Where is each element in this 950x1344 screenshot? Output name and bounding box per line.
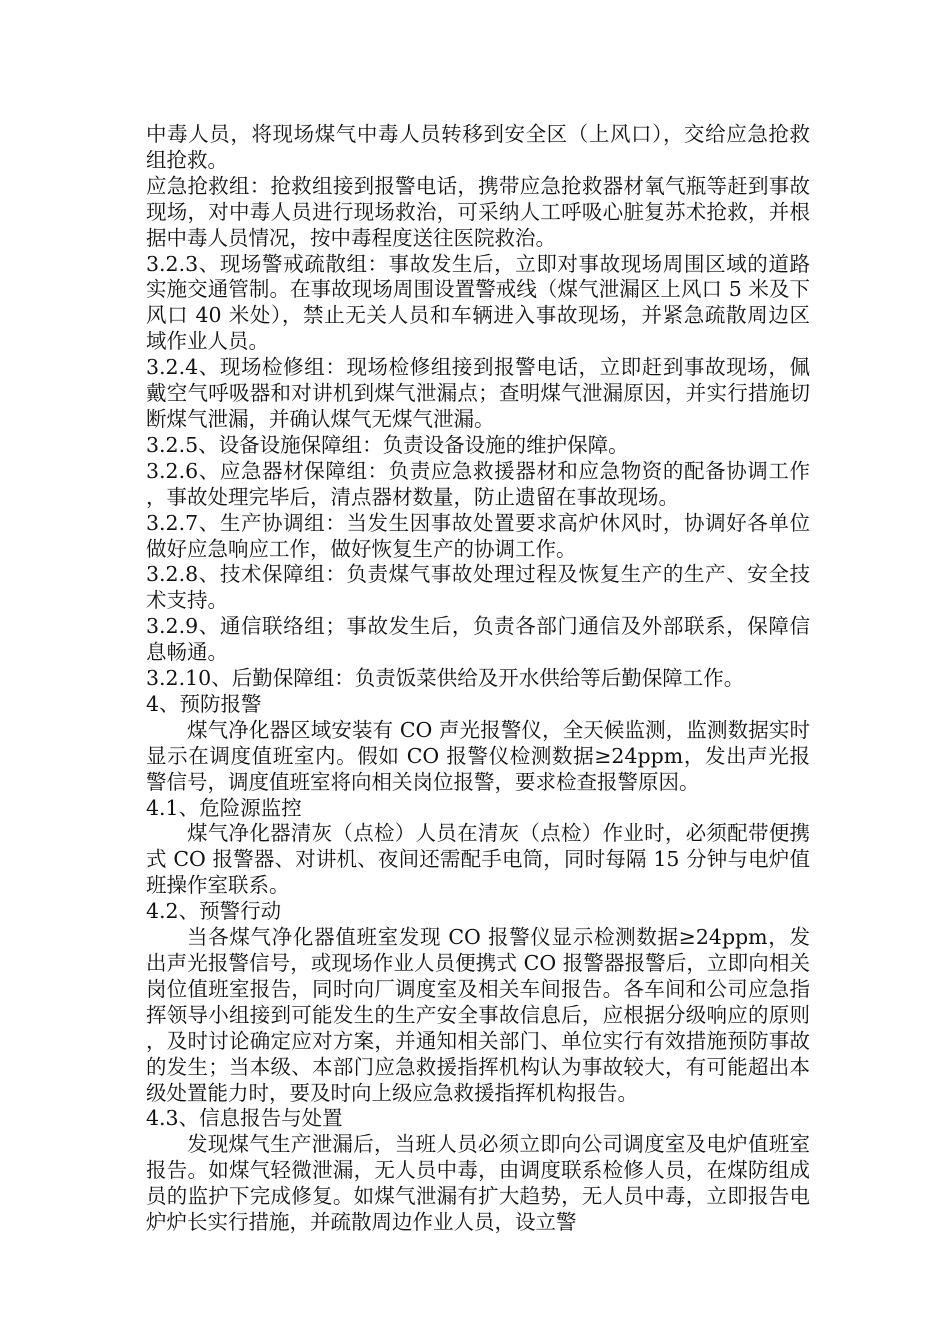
paragraph: 当各煤气净化器值班室发现 CO 报警仪显示检测数据≥24ppm，发出声光报警信号，或现场作业人员便携式 CO 报警器报警后，立即向相关岗位值班室报告，同时向厂调度室及相关车间报告。各车间和公司应急指挥领导小组接到可能发生的生产安全事故信息后，应根据分级响应的原则，及时讨论确定应对方案，并通知相关部门、单位实行有效措施预防事故的发生；当本级、本部门应急救援指挥机构认为事故较大，有可能超出本级处置能力时，要及时向上级应急救援指挥机构报告。 — [146, 925, 810, 1105]
paragraph: 3.2.5、设备设施保障组：负责设备设施的维护保障。 — [146, 432, 629, 457]
paragraph: 发现煤气生产泄漏后，当班人员必须立即向公司调度室及电炉值班室报告。如煤气轻微泄漏，无人员中毒，由调度联系检修人员，在煤防组成员的监护下完成修复。如煤气泄漏有扩大趋势，无人员中毒，立即报告电炉炉长实行措施，并疏散周边作业人员，设立警 — [146, 1132, 810, 1235]
paragraph: 应急抢救组：抢救组接到报警电话，携带应急抢救器材氧气瓶等赶到事故现场，对中毒人员进行现场救治，可采纳人工呼吸心脏复苏术抢救，并根据中毒人员情况，按中毒程度送往医院救治。 — [146, 173, 810, 250]
paragraph: 3.2.9、通信联络组；事故发生后，负责各部门通信及外部联系，保障信息畅通。 — [146, 614, 810, 665]
paragraph: 3.2.6、应急器材保障组：负责应急救援器材和应急物资的配备协调工作，事故处理完毕后，清点器材数量，防止遗留在事故现场。 — [146, 458, 810, 509]
paragraph: 3.2.10、后勤保障组：负责饭菜供给及开水供给等后勤保障工作。 — [146, 666, 745, 691]
section-heading: 4.1、危险源监控 — [146, 795, 302, 820]
paragraph: 煤气净化器清灰（点检）人员在清灰（点检）作业时，必须配带便携式 CO 报警器、对讲机、夜间还需配手电筒，同时每隔 15 分钟与电炉值班操作室联系。 — [146, 821, 810, 898]
paragraph: 3.2.4、现场检修组：现场检修组接到报警电话，立即赶到事故现场，佩戴空气呼吸器和对讲机到煤气泄漏点；查明煤气泄漏原因，并实行措施切断煤气泄漏，并确认煤气无煤气泄漏。 — [146, 355, 810, 431]
section-heading: 4.3、信息报告与处置 — [146, 1106, 343, 1131]
section-heading: 4.2、预警行动 — [146, 899, 282, 924]
paragraph: 3.2.3、现场警戒疏散组：事故发生后，立即对事故现场周围区域的道路实施交通管制。在事故现场周围设置警戒线（煤气泄漏区上风口 5 米及下风口 40 米处），禁止无关人员和车辆进入事故现场，并紧急疏散周边区域作业人员。 — [146, 251, 810, 354]
paragraph: 3.2.8、技术保障组：负责煤气事故处理过程及恢复生产的生产、安全技术支持。 — [146, 562, 810, 613]
section-heading: 4、预防报警 — [146, 691, 262, 716]
paragraph: 中毒人员，将现场煤气中毒人员转移到安全区（上风口），交给应急抢救组抢救。 — [146, 122, 810, 172]
paragraph: 煤气净化器区域安装有 CO 声光报警仪，全天候监测，监测数据实时显示在调度值班室内。假如 CO 报警仪检测数据≥24ppm，发出声光报警信号，调度值班室将向相关岗位报警，要求检查报警原因。 — [146, 717, 810, 794]
paragraph: 3.2.7、生产协调组：当发生因事故处置要求高炉休风时，协调好各单位做好应急响应工作，做好恢复生产的协调工作。 — [146, 510, 810, 561]
document-body — [146, 122, 810, 1236]
